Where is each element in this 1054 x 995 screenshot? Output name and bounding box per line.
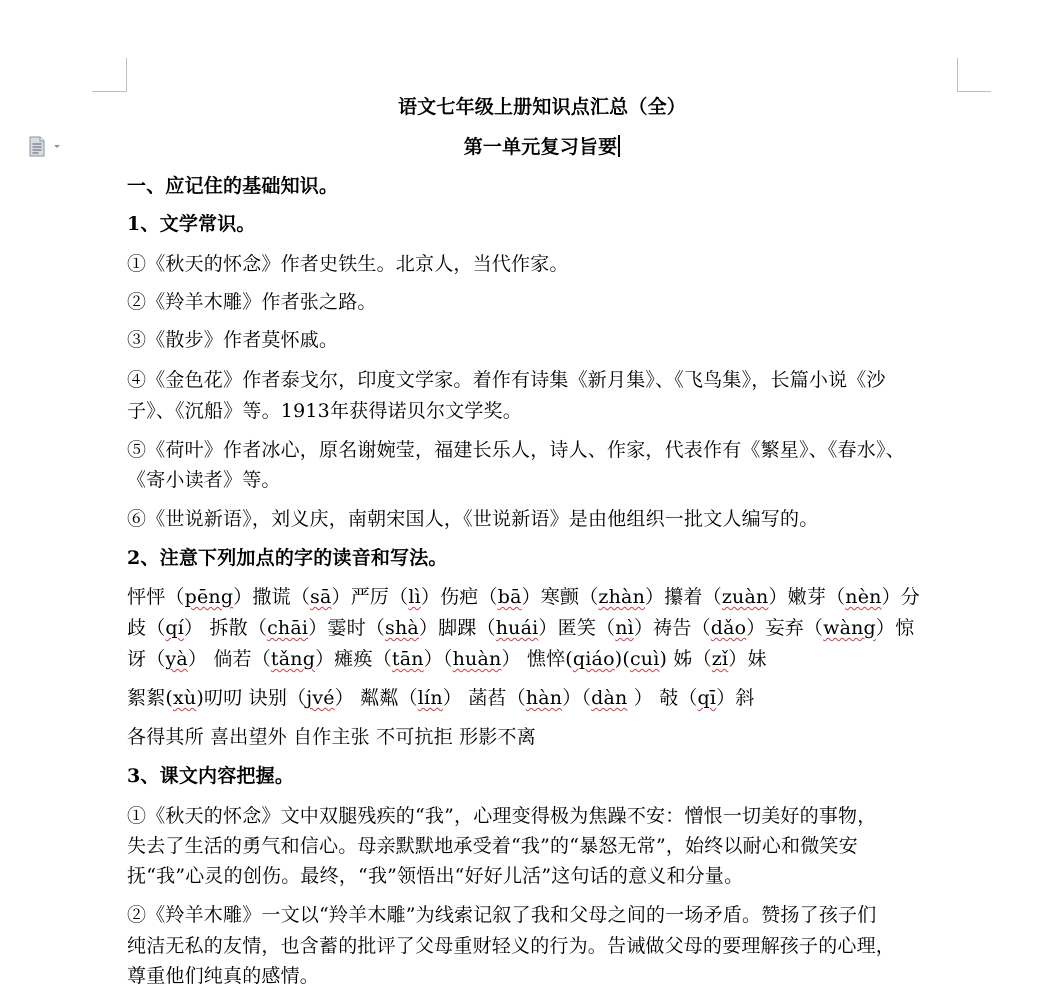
pronunciation-line [127,686,755,710]
word-text: ）脚踝（ [418,617,496,639]
idiom-list: 各得其所 喜出望外 自作主张 不可抗拒 形影不离 [127,726,536,748]
pinyin-text: zuàn [721,586,769,608]
pinyin-text: yà [165,648,188,670]
word-text: ） 憔悴( [501,648,573,670]
pinyin-text: tǎng [270,648,316,670]
word-text: ）匿笑（ [538,617,616,639]
content-paragraph-line: 纯洁无私的友情，也含蓄的批评了父母重财轻义的行为。告诫做父母的要理解孩子的心理， [127,935,896,957]
word-text: ）严厉（ [331,586,409,608]
pinyin-text: zhàn [598,586,646,608]
word-text: ） 攲（ [627,687,698,709]
lit-item: ④《金色花》作者泰戈尔，印度文学家。着作有诗集《新月集》、《飞鸟集》，长篇小说《沙 [127,369,886,391]
word-text: ）嫩芽（ [768,586,846,608]
word-text: ） 拆散（ [184,617,268,639]
word-text: ）惊 [875,617,915,639]
word-text: ） 倘若（ [187,648,271,670]
document-title: 语文七年级上册知识点汇总（全） [397,96,686,118]
word-text: ） 菡萏（ [442,687,526,709]
pronunciation-line [127,616,914,640]
crop-mark-top-left [92,91,126,92]
lit-item: 《寄小读者》等。 [127,469,281,491]
word-text: ） 粼粼（ [334,687,418,709]
pronunciation-line [127,647,767,671]
pinyin-text: cuì [629,648,660,670]
document-icon [28,136,60,158]
pinyin-text: qī [697,687,717,709]
word-text: ）瘫痪（ [315,648,392,670]
pinyin-text: huái [495,617,539,639]
word-text: 絮絮( [127,687,174,709]
pinyin-text: jvé [306,687,335,709]
word-text: )( [614,648,630,670]
pinyin-text: xù [173,687,197,709]
pronunciation-line [127,585,920,609]
word-text: ）撒谎（ [233,586,311,608]
chevron-down-icon [54,145,60,148]
word-text: ）妄弃（ [746,617,824,639]
crop-mark-top-right [957,91,991,92]
word-text: )叨叨 诀别（ [196,687,307,709]
pinyin-text: dǎo [710,617,747,639]
word-text: ) 姊（ [659,648,712,670]
text-caret [618,135,620,157]
word-text: ）妹 [728,648,767,670]
lit-item: ③《散步》作者莫怀戚。 [127,329,339,351]
word-text: ）分 [881,586,921,608]
word-text: ）（ [423,648,453,670]
word-text: ）斜 [716,687,755,709]
word-text: 怦怦（ [127,586,185,608]
content-paragraph-line: ①《秋天的怀念》文中双腿残疾的“我”，心理变得极为焦躁不安：憎恨一切美好的事物， [127,805,877,827]
pinyin-text: dàn [591,687,628,709]
lit-item: ①《秋天的怀念》作者史铁生。北京人，当代作家。 [127,253,569,275]
word-text: 讶（ [127,648,166,670]
content-paragraph-line: 尊重他们纯真的感情。 [127,965,320,987]
pinyin-text: pēng [184,586,234,608]
crop-mark-top-left [126,58,127,92]
pinyin-text: bā [497,586,522,608]
pinyin-text: sā [310,586,332,608]
pinyin-text: qiáo [572,648,615,670]
pinyin-text: tān [391,648,424,670]
pinyin-text: huàn [452,648,502,670]
lit-item: ②《羚羊木雕》作者张之路。 [127,291,377,313]
content-paragraph-line: 抚“我”心灵的创伤。最终，“我”领悟出“好好儿活”这句话的意义和分量。 [127,865,744,887]
pinyin-text: shà [385,617,419,639]
subsection-heading: 2、注意下列加点的字的读音和写法。 [127,547,448,569]
content-paragraph-line: 失去了生活的勇气和信心。母亲默默地承受着“我”的“暴怒无常”，始终以耐心和微笑安 [127,835,858,857]
pinyin-text: lì [408,586,421,608]
pinyin-text: qí [165,617,185,639]
word-text: ）（ [562,687,592,709]
pinyin-text: wàng [823,617,876,639]
word-text: ）寒颤（ [521,586,599,608]
pinyin-text: zǐ [711,648,729,670]
word-text: ）霎时（ [308,617,385,639]
lit-item: ⑤《荷叶》作者冰心，原名谢婉莹，福建长乐人，诗人、作家，代表作有《繁星》、《春水》、 [127,439,905,461]
document-subtitle: 第一单元复习旨要 [127,135,957,159]
subsection-heading: 3、课文内容把握。 [127,765,295,787]
lit-item: ⑥《世说新语》，刘义庆，南朝宋国人，《世说新语》是由他组织一批文人编写的。 [127,508,819,530]
pinyin-text: lín [417,687,443,709]
word-text: ）攥着（ [645,586,722,608]
lit-item: 子》、《沉船》等。1913年获得诺贝尔文学奖。 [127,400,522,422]
pinyin-text: nì [615,617,634,639]
pinyin-text: hàn [525,687,563,709]
pinyin-text: chāi [267,617,309,639]
content-paragraph-line: ②《羚羊木雕》一文以“羚羊木雕”为线索记叙了我和父母之间的一场矛盾。赞扬了孩子们 [127,904,877,926]
pinyin-text: nèn [845,586,882,608]
crop-mark-top-right [957,58,958,92]
subsection-heading: 1、文学常识。 [127,213,256,235]
word-text: ）伤疤（ [420,586,498,608]
word-text: ）祷告（ [633,617,711,639]
paragraph-layout-button[interactable] [28,136,60,158]
section-heading: 一、应记住的基础知识。 [127,175,339,197]
word-text: 歧（ [127,617,166,639]
